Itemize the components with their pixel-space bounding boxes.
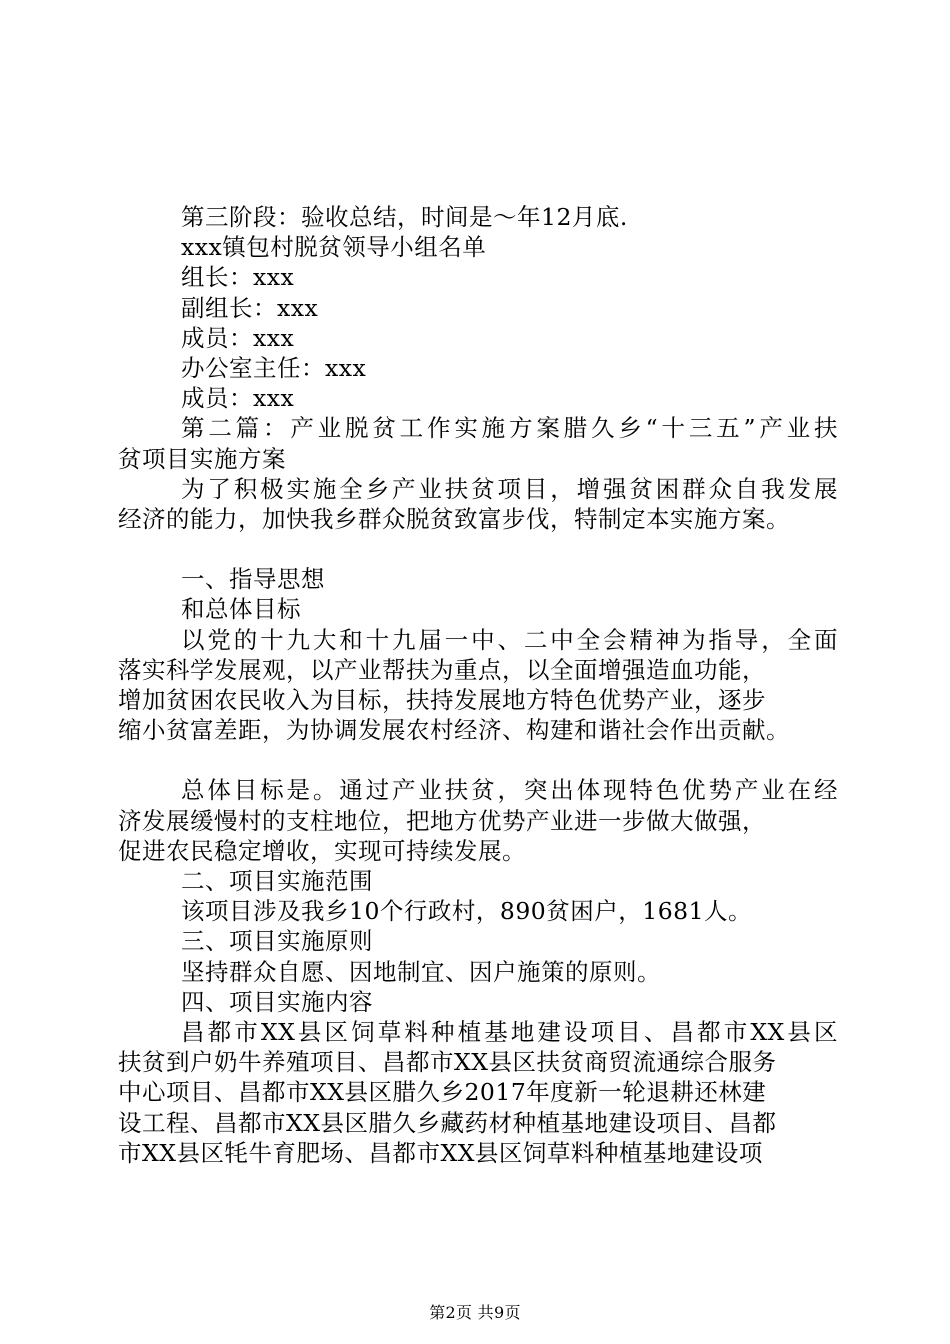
goal-paragraph-line: 济发展缓慢村的支柱地位，把地方优势产业进一步做大做强， [118, 806, 766, 835]
content-paragraph-line: 设工程、昌都市XX县区腊久乡藏药材种植基地建设项目、昌都 [118, 1108, 777, 1137]
guiding-paragraph-line: 缩小贫富差距，为协调发展农村经济、构建和谐社会作出贡献。 [118, 716, 790, 745]
goal-paragraph-line: 促进农民稳定增收，实现可持续发展。 [118, 836, 526, 865]
section-heading: 四、项目实施内容 [181, 987, 373, 1016]
office-director: 办公室主任：xxx [181, 354, 367, 383]
team-deputy-leader: 副组长：xxx [181, 293, 319, 322]
page-footer: 第2页 共9页 [429, 1303, 521, 1322]
team-leader: 组长：xxx [181, 263, 295, 292]
section-heading: 一、指导思想 [181, 565, 325, 594]
stage-three-line: 第三阶段：验收总结，时间是～年12月底. [181, 203, 628, 231]
section-heading: 三、项目实施原则 [181, 927, 373, 956]
paragraph-gap [118, 745, 838, 775]
content-paragraph-line: 扶贫到户奶牛养殖项目、昌都市XX县区扶贫商贸流通综合服务 [118, 1048, 777, 1077]
chapter-title: 第二篇：产业脱贫工作实施方案腊久乡“十三五”产业扶 [181, 414, 838, 443]
section-heading: 二、项目实施范围 [181, 867, 373, 896]
guiding-paragraph: 以党的十九大和十九届一中、二中全会精神为指导，全面 [181, 625, 838, 654]
team-member: 成员：xxx [181, 384, 295, 413]
section-text: 该项目涉及我乡10个行政村，890贫困户，1681人。 [181, 897, 753, 926]
intro-paragraph-continued: 经济的能力，加快我乡群众脱贫致富步伐，特制定本实施方案。 [118, 505, 790, 534]
chapter-title-continued: 贫项目实施方案 [118, 444, 286, 473]
content-paragraph: 昌都市XX县区饲草料种植基地建设项目、昌都市XX县区 [181, 1018, 838, 1047]
paragraph-gap [118, 534, 838, 564]
section-subheading: 和总体目标 [181, 595, 301, 624]
goal-paragraph: 总体目标是。通过产业扶贫，突出体现特色优势产业在经 [181, 776, 838, 805]
team-member: 成员：xxx [181, 323, 295, 352]
guiding-paragraph-line: 增加贫困农民收入为目标，扶持发展地方特色优势产业，逐步 [118, 686, 766, 715]
document-body [118, 202, 838, 1168]
section-text: 坚持群众自愿、因地制宜、因户施策的原则。 [181, 957, 661, 986]
team-list-title: xxx镇包村脱贫领导小组名单 [181, 233, 487, 262]
intro-paragraph: 为了积极实施全乡产业扶贫项目，增强贫困群众自我发展 [181, 474, 838, 503]
guiding-paragraph-line: 落实科学发展观，以产业帮扶为重点，以全面增强造血功能， [118, 655, 766, 684]
content-paragraph-line: 市XX县区牦牛育肥场、昌都市XX县区饲草料种植基地建设项 [118, 1138, 763, 1167]
content-paragraph-line: 中心项目、昌都市XX县区腊久乡2017年度新一轮退耕还林建 [118, 1078, 767, 1107]
